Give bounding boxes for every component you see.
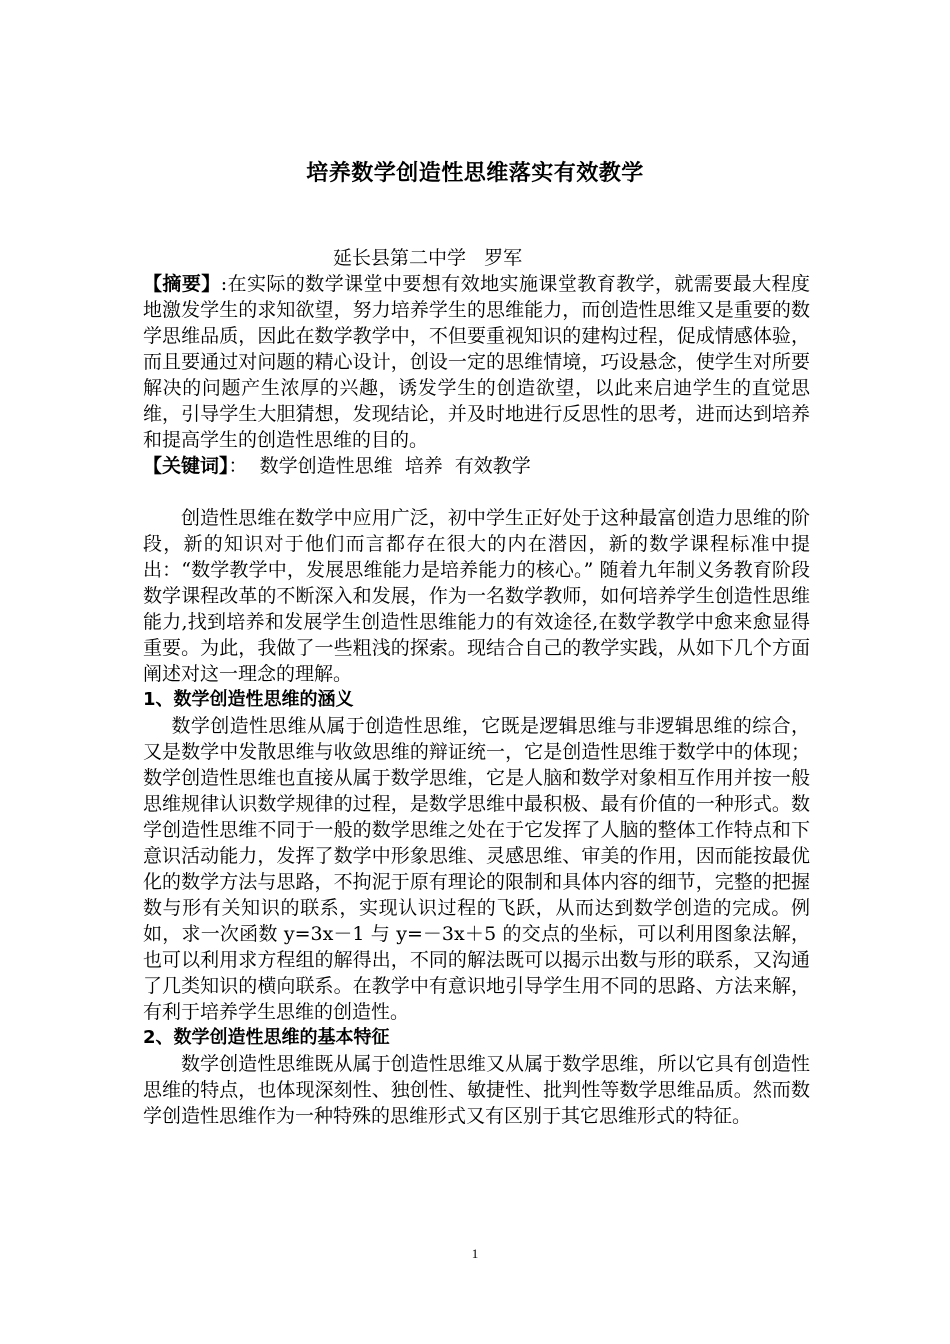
keywords-text: 数学创造性思维 培养 有效教学 [259,455,531,477]
section-1-heading: 1、数学创造性思维的涵义 [143,689,354,710]
page-number: 1 [471,1246,479,1261]
abstract-label: 【摘要】 [143,273,221,295]
keywords-label: 【关键词】 [143,455,229,477]
abstract-paragraph [143,271,810,453]
section-2-paragraph: 数学创造性思维既从属于创造性思维又从属于数学思维，所以它具有创造性思维的特点，也体现深刻性、独创性、敏捷性、批判性等数学思维品质。然而数学创造性思维作为一种特殊的思维形式又有区别于其它思维形式的特征。 [143,1053,810,1127]
intro-paragraph: 创造性思维在数学中应用广泛，初中学生正好处于这种最富创造力思维的阶段，新的知识对于他们而言都存在很大的内在潜因，新的数学课程标准中提出：“数学教学中，发展思维能力是培养能力的核心。” 随着九年制义务教育阶段数学课程改革的不断深入和发展，作为一名数学教师，如何培养学生创造性思维能力,找到培养和发展学生创造性思维能力的有效途径,在数学教学中愈来愈显得重要。为此，我做了一些粗浅的探索。现结合自己的教学实践，从如下几个方面阐述对这一理念的理解。 [143,507,810,685]
blank-line [143,479,810,505]
author-line: 延长县第二中学 罗军 [333,247,523,269]
section-2-heading: 2、数学创造性思维的基本特征 [143,1027,390,1048]
abstract-text: :在实际的数学课堂中要想有效地实施课堂教育教学，就需要最大程度地激发学生的求知欲望，努力培养学生的思维能力，而创造性思维又是重要的数学思维品质，因此在数学教学中，不但要重视知识的建构过程，促成情感体验，而且要通过对问题的精心设计，创设一定的思维情境，巧设悬念，使学生对所要解决的问题产生浓厚的兴趣，诱发学生的创造欲望，以此来启迪学生的直觉思维，引导学生大胆猜想，发现结论，并及时地进行反思性的思考，进而达到培养和提高学生的创造性思维的目的。 [143,273,810,451]
section-1-paragraph: 数学创造性思维从属于创造性思维，它既是逻辑思维与非逻辑思维的综合，又是数学中发散思维与收敛思维的辩证统一，它是创造性思维于数学中的体现；数学创造性思维也直接从属于数学思维，它是人脑和数学对象相互作用并按一般思维规律认识数学规律的过程，是数学思维中最积极、最有价值的一种形式。数学创造性思维不同于一般的数学思维之处在于它发挥了人脑的整体工作特点和下意识活动能力，发挥了数学中形象思维、灵感思维、审美的作用，因而能按最优化的数学方法与思路，不拘泥于原有理论的限制和具体内容的细节，完整的把握数与形有关知识的联系，实现认识过程的飞跃，从而达到数学创造的完成。例如，求一次函数 y=3x－1 与 y=－3x＋5 的交点的坐标，可以利用图象法解，也可以利用求方程组的解得出，不同的解法既可以揭示出数与形的联系，又沟通了几类知识的横向联系。在教学中有意识地引导学生用不同的思路、方法来解，有利于培养学生思维的创造性。 [143,715,810,1023]
document-body [143,271,810,1129]
keywords-paragraph [143,453,810,479]
keywords-separator: ： [228,455,260,477]
document-title: 培养数学创造性思维落实有效教学 [306,161,644,186]
